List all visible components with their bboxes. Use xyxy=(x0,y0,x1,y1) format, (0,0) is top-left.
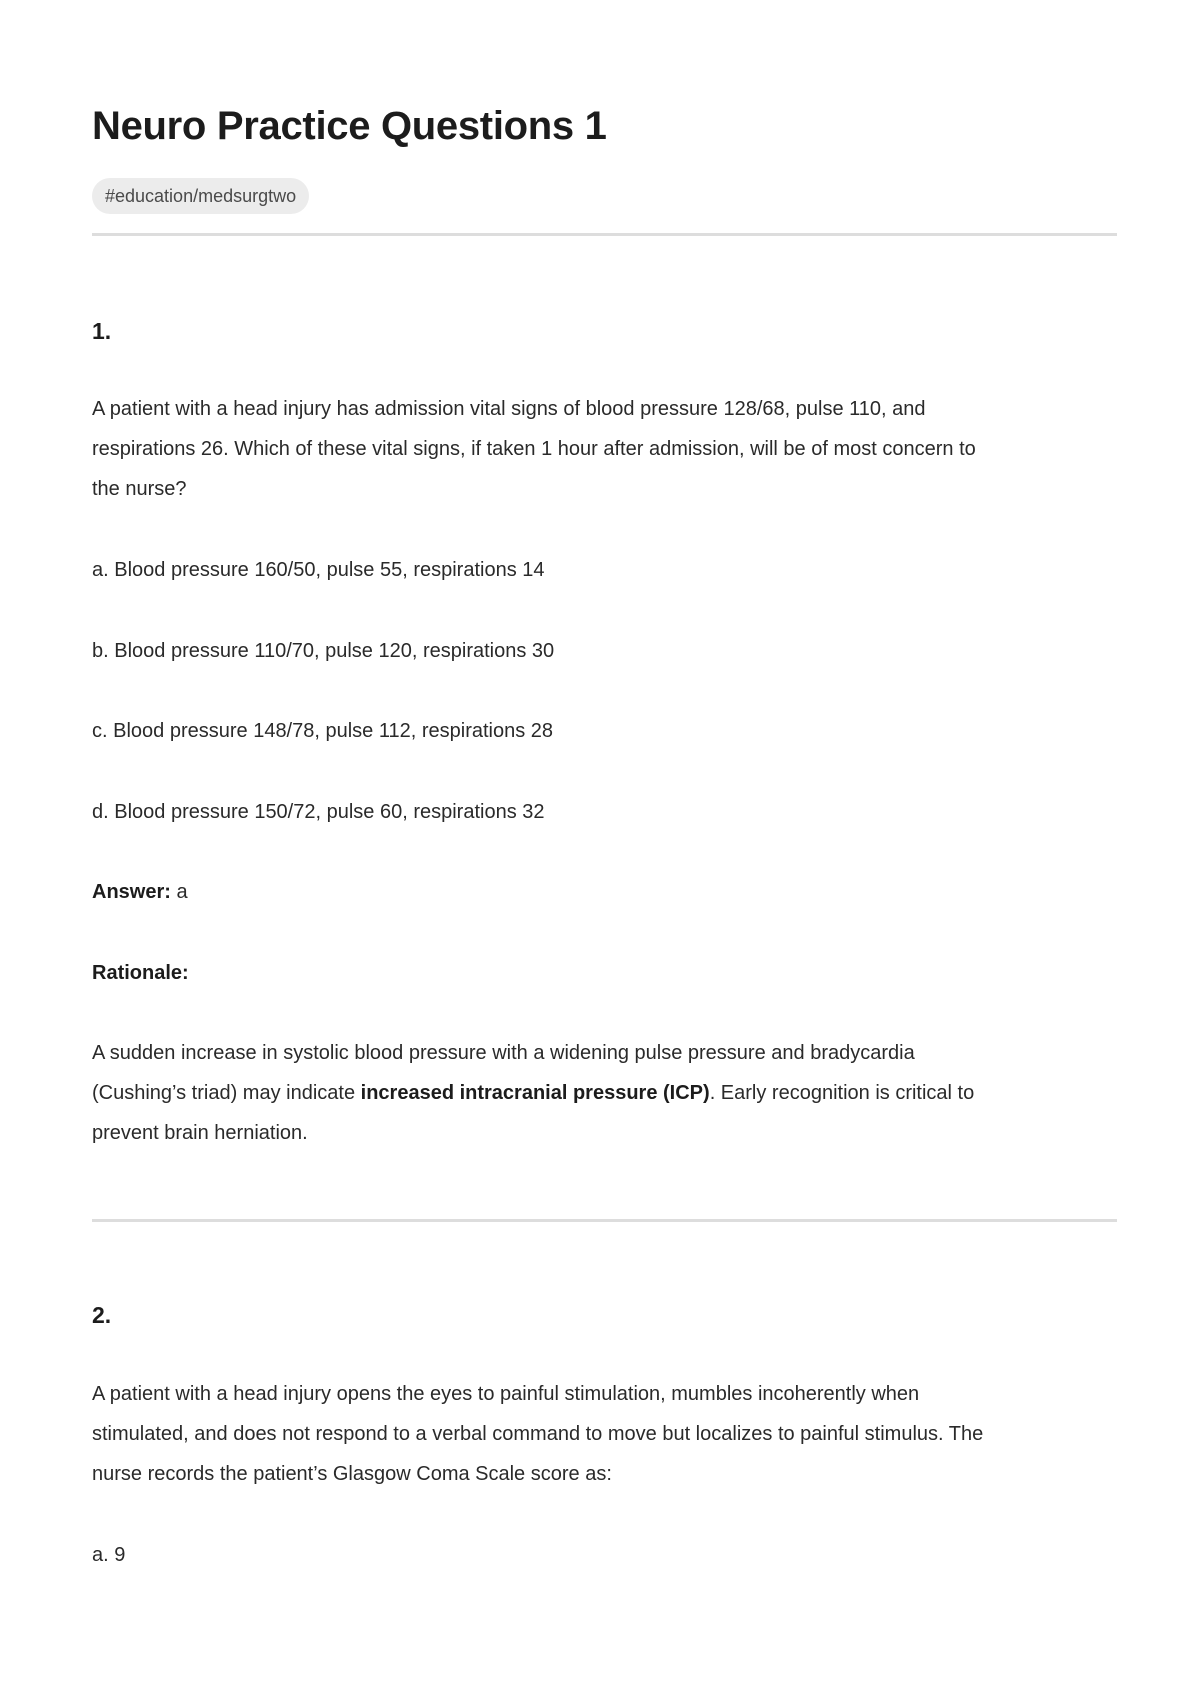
rationale-label: Rationale: xyxy=(92,962,189,984)
answer-label: Answer: xyxy=(92,881,171,903)
question-number: 2. xyxy=(92,1302,112,1328)
answer-value: a xyxy=(170,881,188,903)
answer-option-a: a. Blood pressure 160/50, pulse 55, respirations 14 xyxy=(92,559,545,581)
rationale-text-line: A sudden increase in systolic blood pressure with a widening pulse pressure and bradycardia xyxy=(92,1042,915,1064)
rationale-text: (Cushing’s triad) may indicate xyxy=(92,1082,361,1104)
question-stem-line: nurse records the patient’s Glasgow Coma Scale score as: xyxy=(92,1463,612,1485)
rationale-text-line xyxy=(92,1073,1117,1113)
rationale-text: . Early recognition is critical to xyxy=(709,1082,975,1104)
question-number: 1. xyxy=(92,318,112,344)
question-stem-line: stimulated, and does not respond to a verbal command to move but localizes to painful stimulus. The xyxy=(92,1423,984,1445)
tag-chip[interactable]: #education/medsurgtwo xyxy=(92,178,309,214)
page-title: Neuro Practice Questions 1 xyxy=(92,104,607,148)
answer-option-b: b. Blood pressure 110/70, pulse 120, respirations 30 xyxy=(92,640,555,662)
question-stem-line: A patient with a head injury has admission vital signs of blood pressure 128/68, pulse 110, and xyxy=(92,398,926,420)
answer-line xyxy=(92,872,1117,912)
rationale-emphasis: increased intracranial pressure (ICP) xyxy=(360,1082,710,1104)
header-divider xyxy=(92,233,1117,236)
section-divider xyxy=(92,1219,1117,1222)
answer-option-a: a. 9 xyxy=(92,1544,126,1566)
question-stem-line: the nurse? xyxy=(92,478,187,500)
question-stem-line: respirations 26. Which of these vital signs, if taken 1 hour after admission, will be of most concern to xyxy=(92,438,976,460)
answer-option-c: c. Blood pressure 148/78, pulse 112, respirations 28 xyxy=(92,720,554,742)
question-stem-line: A patient with a head injury opens the eyes to painful stimulation, mumbles incoherently when xyxy=(92,1383,920,1405)
rationale-line xyxy=(92,953,1117,993)
answer-option-d: d. Blood pressure 150/72, pulse 60, respirations 32 xyxy=(92,801,545,823)
rationale-text-line: prevent brain herniation. xyxy=(92,1122,308,1144)
